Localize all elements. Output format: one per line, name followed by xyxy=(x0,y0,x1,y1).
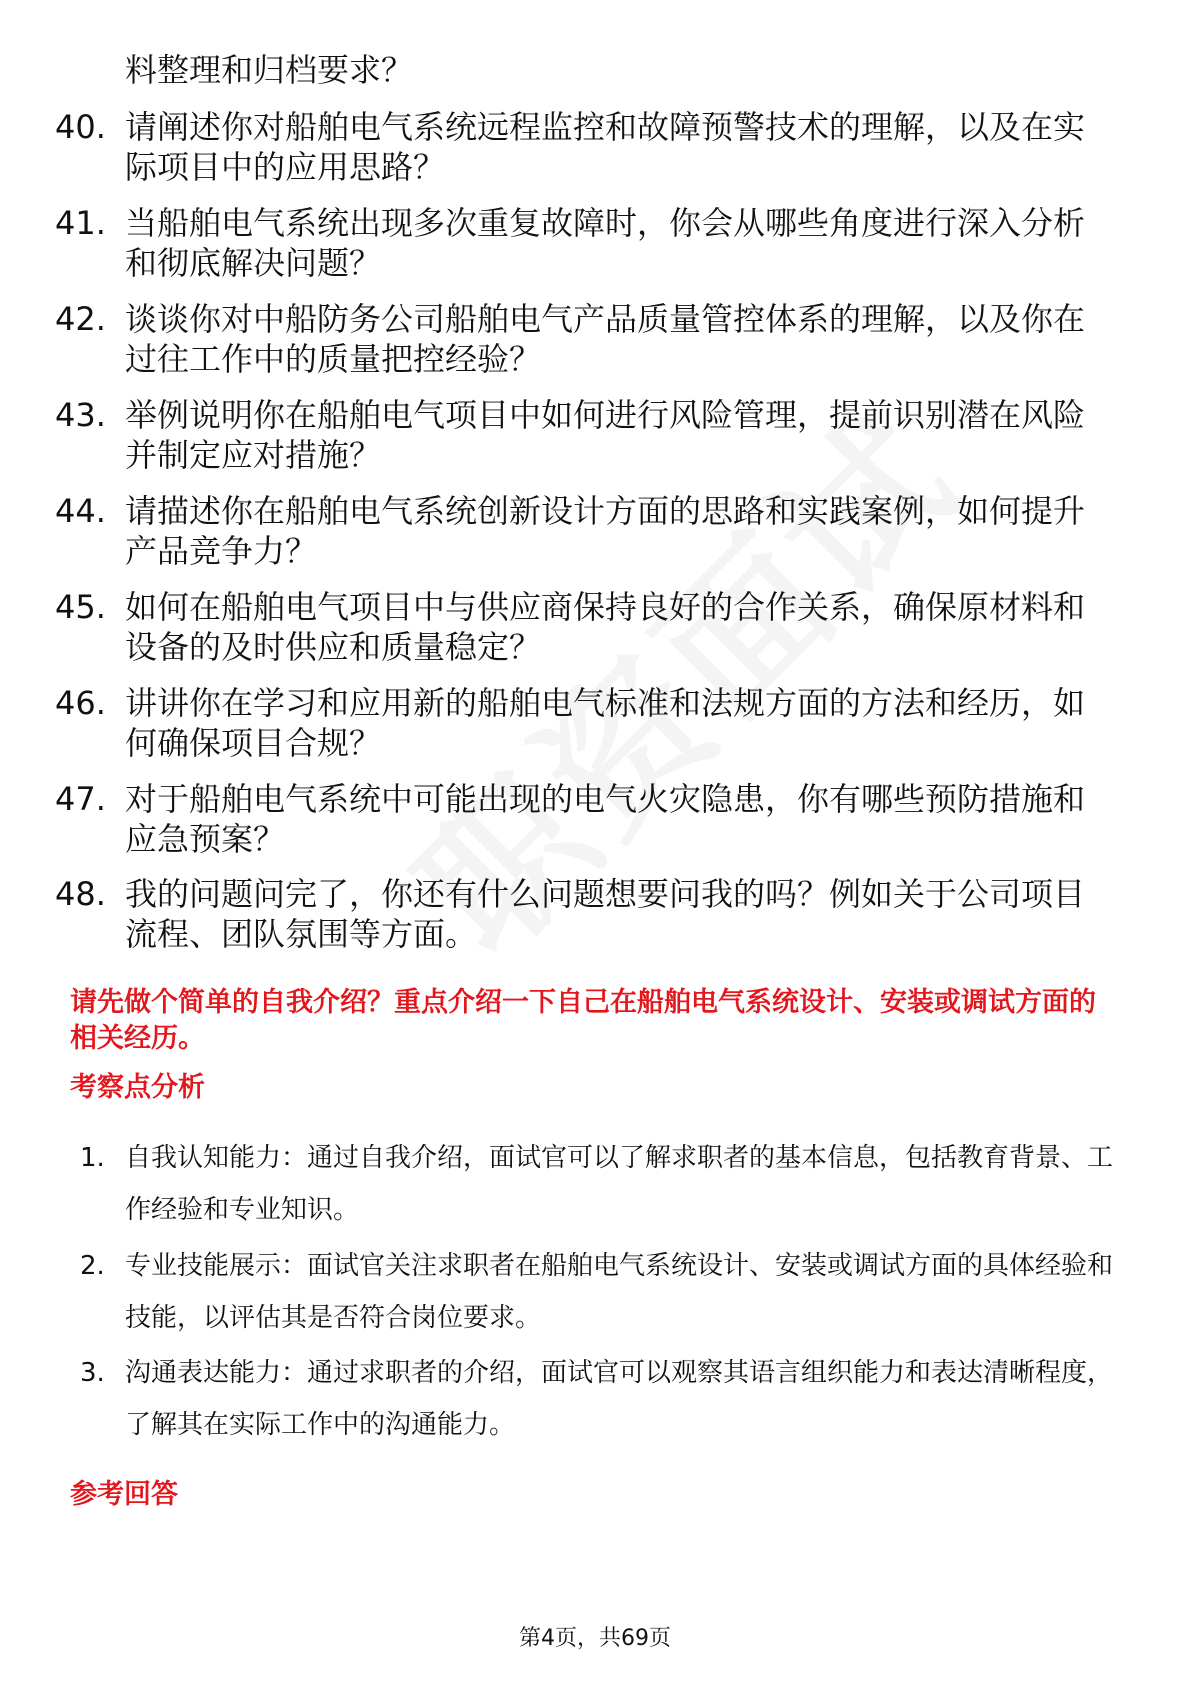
analysis-number: 3. xyxy=(80,1358,105,1388)
question-text: 请描述你在船舶电气系统创新设计方面的思路和实践案例，如何提升产品竞争力？ xyxy=(125,492,1086,570)
question-number: 44. xyxy=(55,492,106,530)
question-item xyxy=(55,395,1115,475)
question-number: 45. xyxy=(55,588,106,626)
analysis-item xyxy=(80,1132,1120,1236)
analysis-item xyxy=(80,1240,1120,1344)
analysis-heading: 考察点分析 xyxy=(70,1072,205,1103)
question-text: 谈谈你对中船防务公司船舶电气产品质量管控体系的理解，以及你在过往工作中的质量把控经验？ xyxy=(125,300,1086,378)
analysis-text: 自我认知能力：通过自我介绍，面试官可以了解求职者的基本信息，包括教育背景、工作经验和专业知识。 xyxy=(125,1143,1114,1225)
answer-heading: 参考回答 xyxy=(70,1479,178,1510)
question-item xyxy=(55,203,1115,283)
question-number: 42. xyxy=(55,300,106,338)
question-number: 46. xyxy=(55,684,106,722)
question-text: 我的问题问完了，你还有什么问题想要问我的吗？例如关于公司项目流程、团队氛围等方面。 xyxy=(125,875,1086,953)
question-item xyxy=(55,779,1115,859)
page-footer: 第4页，共69页 xyxy=(519,1626,671,1651)
analysis-number: 1. xyxy=(80,1143,105,1173)
question-item xyxy=(55,299,1115,379)
question-number: 40. xyxy=(55,108,106,146)
analysis-item xyxy=(80,1347,1120,1451)
analysis-text: 专业技能展示：面试官关注求职者在船舶电气系统设计、安装或调试方面的具体经验和技能，以评估其是否符合岗位要求。 xyxy=(125,1251,1114,1333)
question-text: 请阐述你对船舶电气系统远程监控和故障预警技术的理解，以及在实际项目中的应用思路？ xyxy=(125,108,1086,186)
question-text: 如何在船舶电气项目中与供应商保持良好的合作关系，确保原材料和设备的及时供应和质量稳定？ xyxy=(125,588,1086,666)
question-text: 对于船舶电气系统中可能出现的电气火灾隐患，你有哪些预防措施和应急预案？ xyxy=(125,780,1086,858)
question-number: 41. xyxy=(55,204,106,242)
question-text: 当船舶电气系统出现多次重复故障时，你会从哪些角度进行深入分析和彻底解决问题？ xyxy=(125,204,1086,282)
question-item xyxy=(55,874,1115,954)
question-item xyxy=(55,107,1115,187)
question-number: 48. xyxy=(55,875,106,913)
question-continuation: 料整理和归档要求？ xyxy=(125,51,414,89)
intro-question: 请先做个简单的自我介绍？重点介绍一下自己在船舶电气系统设计、安装或调试方面的相关经历。 xyxy=(70,987,1096,1054)
question-text: 讲讲你在学习和应用新的船舶电气标准和法规方面的方法和经历，如何确保项目合规？ xyxy=(125,684,1086,762)
question-number: 43. xyxy=(55,396,106,434)
analysis-number: 2. xyxy=(80,1251,105,1281)
question-text: 举例说明你在船舶电气项目中如何进行风险管理，提前识别潜在风险并制定应对措施？ xyxy=(125,396,1086,474)
analysis-text: 沟通表达能力：通过求职者的介绍，面试官可以观察其语言组织能力和表达清晰程度，了解其在实际工作中的沟通能力。 xyxy=(125,1358,1114,1440)
question-item xyxy=(55,491,1115,571)
question-item xyxy=(55,683,1115,763)
question-number: 47. xyxy=(55,780,106,818)
question-item xyxy=(55,587,1115,667)
